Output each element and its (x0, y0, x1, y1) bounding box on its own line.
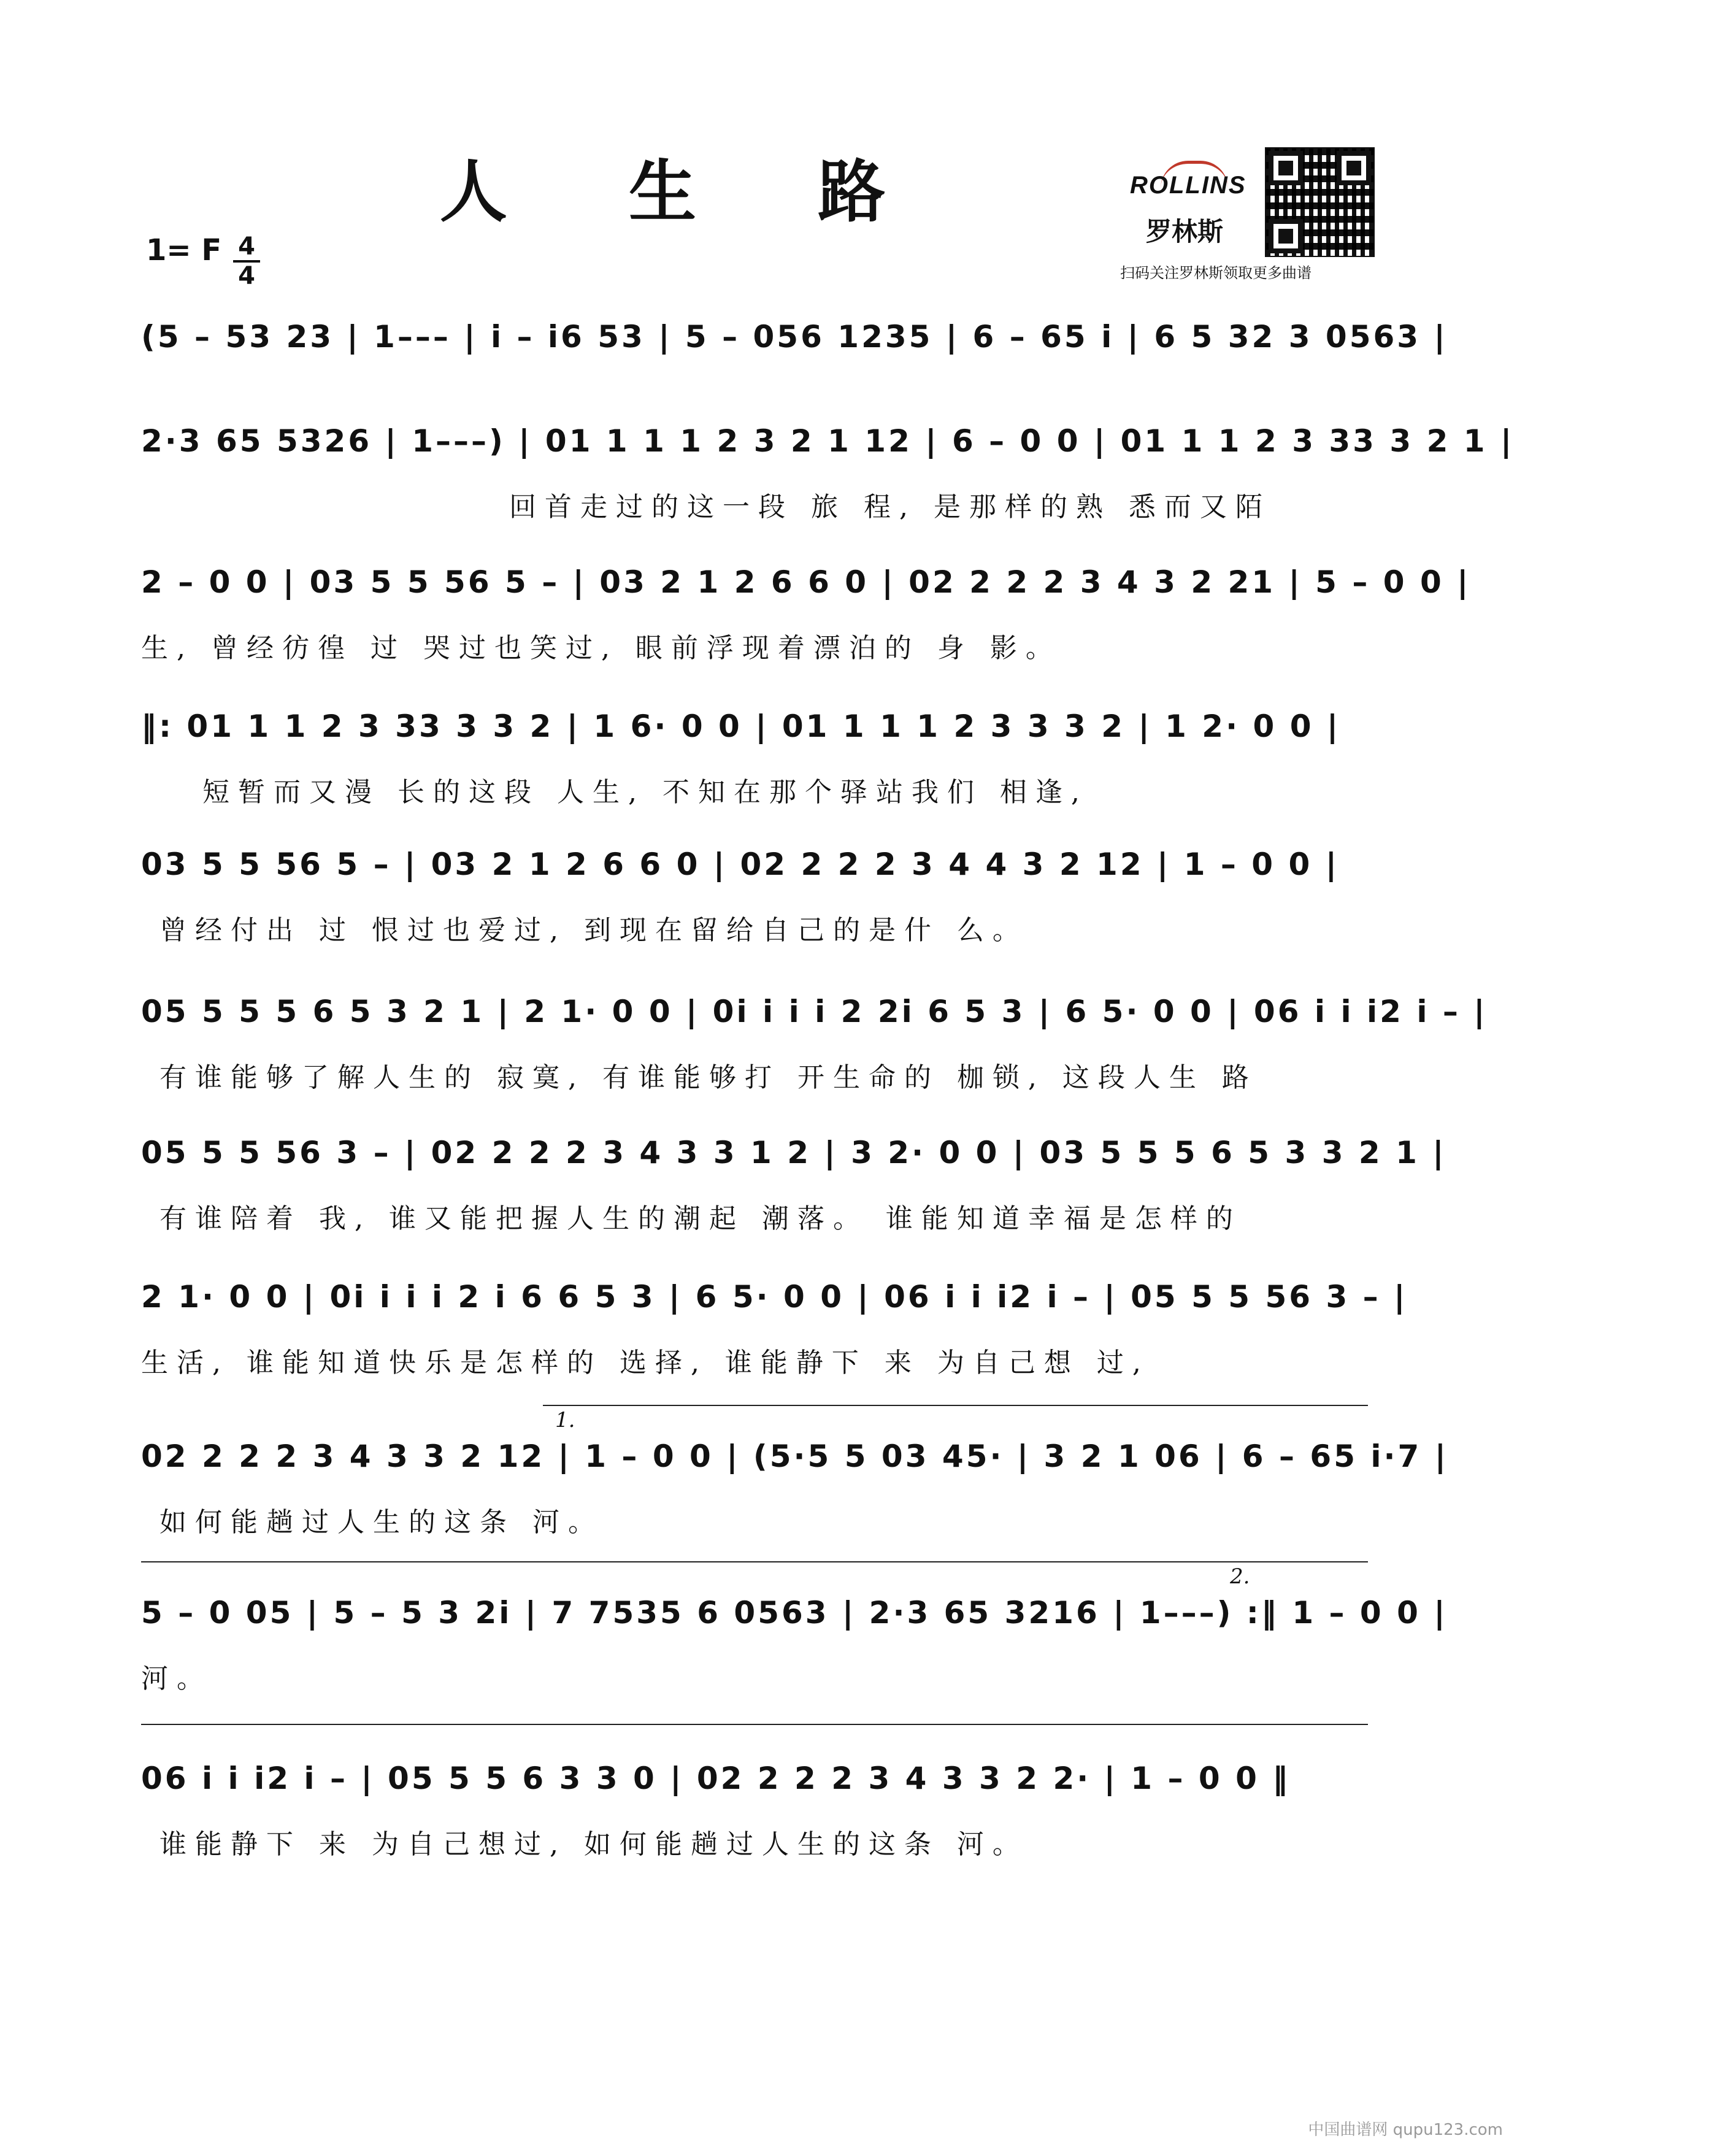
qr-finder-icon (1269, 151, 1303, 185)
time-signature (233, 234, 260, 288)
lyrics-line: 曾经付出 过 恨过也爱过, 到现在留给自己的是什 么。 (159, 915, 1028, 946)
key-signature: 1= F (146, 233, 222, 267)
lyrics-line: 回首走过的这一段 旅 程, 是那样的熟 悉而又陌 (509, 491, 1271, 523)
page-title: 人 生 路 (439, 152, 935, 231)
notation-line: 05 5 5 56 3 – | 02 2 2 2 3 4 3 3 1 2 | 3 2· 0 0 | 03 5 5 5 6 5 3 3 2 1 | (141, 1135, 1446, 1170)
notation-line: 02 2 2 2 3 4 3 3 2 12 | 1 – 0 0 | (5·5 5 03 45· | 3 2 1 06 | 6 – 65 i·7 | (141, 1439, 1448, 1474)
lyrics-line: 生, 曾经彷徨 过 哭过也笑过, 眼前浮现着漂泊的 身 影。 (141, 632, 1061, 664)
notation-line: (5 – 53 23 | 1––– | i – i6 53 | 5 – 056 1235 | 6 – 65 i | 6 5 32 3 0563 | (141, 319, 1448, 355)
qr-finder-icon (1269, 219, 1303, 253)
lyrics-line: 谁能静下 来 为自己想过, 如何能趟过人生的这条 河。 (159, 1829, 1028, 1860)
qr-code-icon (1265, 147, 1375, 257)
brand-tagline: 扫码关注罗林斯领取更多曲谱 (1120, 264, 1312, 282)
volta-label-2: 2. (1230, 1564, 1250, 1589)
notation-line: 2 1· 0 0 | 0i i i i 2 i 6 6 5 3 | 6 5· 0 0 | 06 i i i2 i – | 05 5 5 56 3 – | (141, 1279, 1408, 1315)
volta-bracket-1 (543, 1405, 1368, 1406)
staff-rule (141, 1561, 1368, 1562)
lyrics-line: 有谁陪着 我, 谁又能把握人生的潮起 潮落。 谁能知道幸福是怎样的 (159, 1203, 1242, 1234)
time-signature-bottom: 4 (238, 262, 255, 290)
notation-line: 2 – 0 0 | 03 5 5 56 5 – | 03 2 1 2 6 6 0 | 02 2 2 2 3 4 3 2 21 | 5 – 0 0 | (141, 564, 1471, 600)
lyrics-line: 短暂而又漫 长的这段 人生, 不知在那个驿站我们 相逢, (202, 777, 1088, 808)
notation-line: ‖: 01 1 1 2 3 33 3 3 2 | 1 6· 0 0 | 01 1 1 1 2 3 3 3 2 | 1 2· 0 0 | (141, 709, 1341, 744)
brand-logo: ROLLINS (1130, 172, 1246, 199)
lyrics-line: 有谁能够了解人生的 寂寞, 有谁能够打 开生命的 枷锁, 这段人生 路 (159, 1062, 1258, 1093)
lyrics-line: 生活, 谁能知道快乐是怎样的 选择, 谁能静下 来 为自己想 过, (141, 1347, 1150, 1378)
notation-line: 5 – 0 05 | 5 – 5 3 2i | 7 7535 6 0563 | 2·3 65 3216 | 1–––) :‖ 1 – 0 0 | (141, 1595, 1448, 1631)
qr-finder-icon (1337, 151, 1371, 185)
site-watermark: 中国曲谱网 qupu123.com (1308, 2121, 1503, 2139)
volta-label-1: 1. (555, 1408, 575, 1432)
notation-line: 03 5 5 56 5 – | 03 2 1 2 6 6 0 | 02 2 2 2 3 4 4 3 2 12 | 1 – 0 0 | (141, 847, 1339, 882)
staff-rule (141, 1724, 1368, 1725)
notation-line: 06 i i i2 i – | 05 5 5 6 3 3 0 | 02 2 2 2 3 4 3 3 2 2· | 1 – 0 0 ‖ (141, 1761, 1291, 1796)
lyrics-line: 河。 (141, 1663, 212, 1694)
brand-name: 罗林斯 (1146, 217, 1224, 247)
notation-line: 2·3 65 5326 | 1–––) | 01 1 1 1 2 3 2 1 12 | 6 – 0 0 | 01 1 1 2 3 33 3 2 1 | (141, 423, 1515, 459)
notation-line: 05 5 5 5 6 5 3 2 1 | 2 1· 0 0 | 0i i i i 2 2i 6 5 3 | 6 5· 0 0 | 06 i i i2 i – | (141, 994, 1488, 1029)
lyrics-line: 如何能趟过人生的这条 河。 (159, 1507, 604, 1538)
time-signature-top: 4 (238, 232, 255, 261)
